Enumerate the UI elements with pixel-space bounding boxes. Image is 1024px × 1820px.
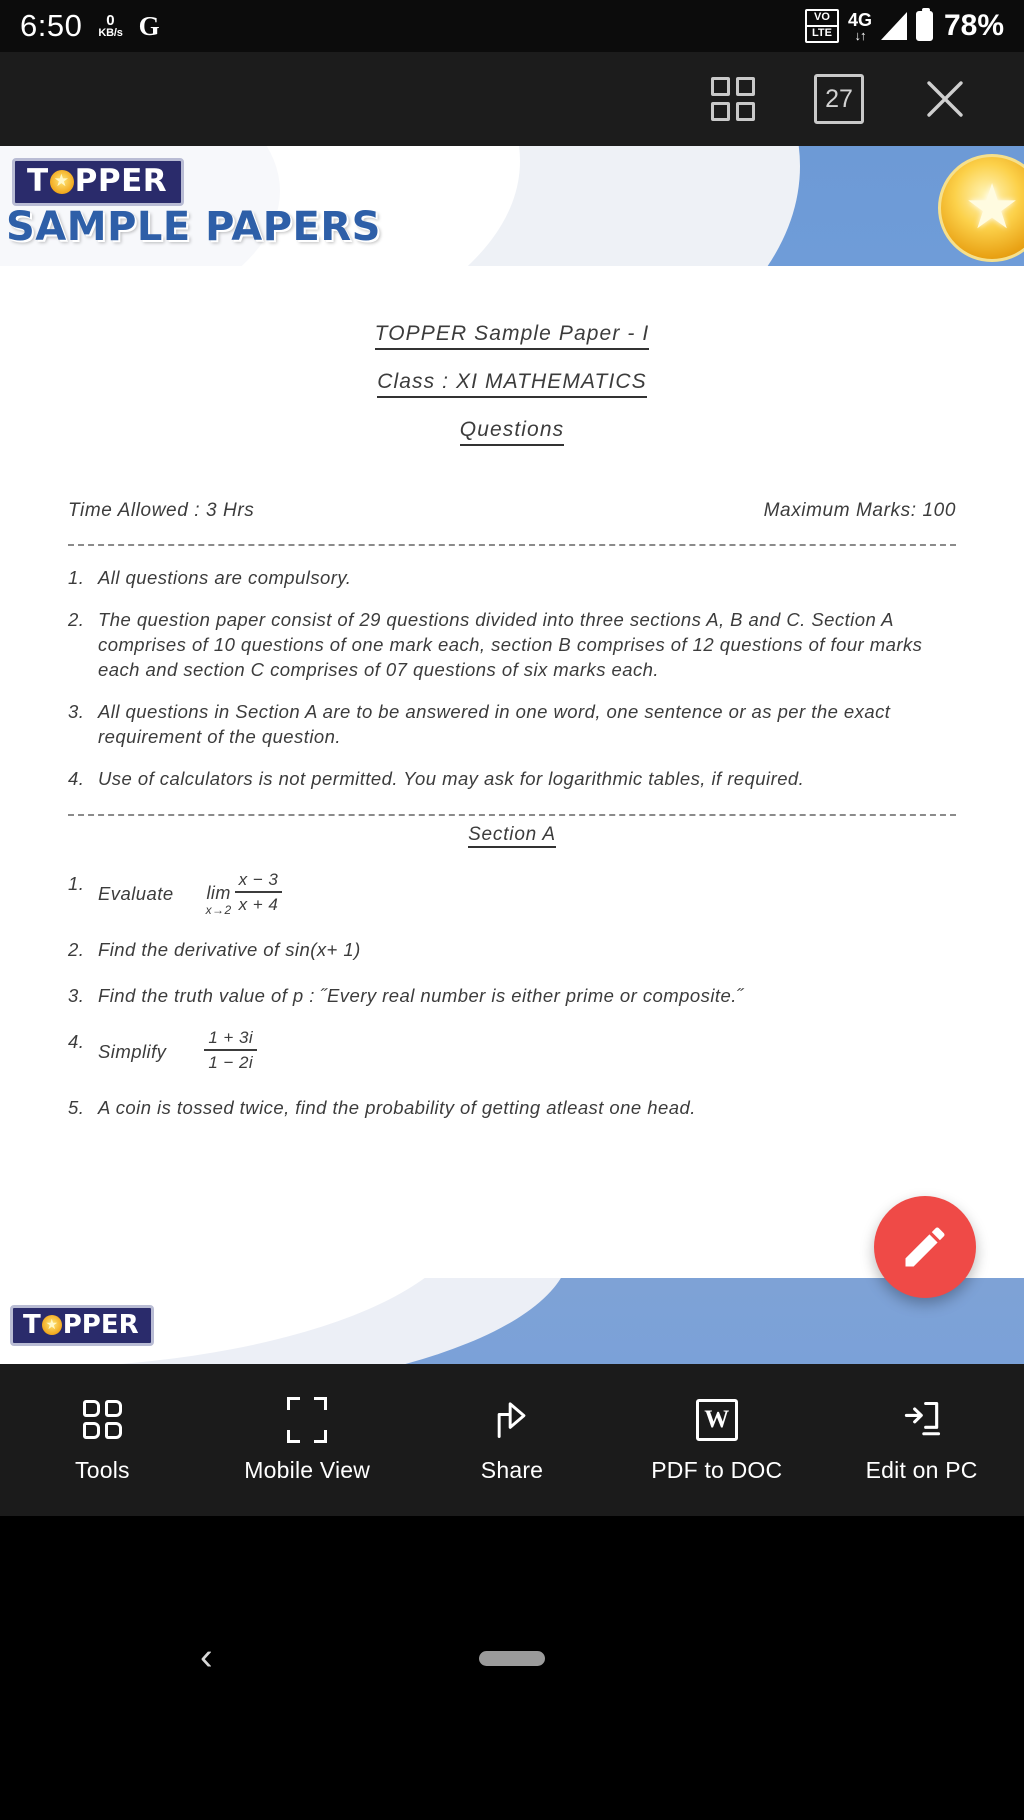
battery-percent-label: 78% (943, 9, 1004, 42)
document-body (0, 322, 1024, 1120)
paper-class-row (40, 370, 984, 398)
grid-cell (736, 77, 755, 96)
limit-expression (205, 869, 283, 917)
mobile-data-icon (848, 11, 872, 42)
close-icon[interactable] (918, 72, 972, 126)
paper-subtitle-row (40, 418, 984, 446)
signal-strength-icon (881, 12, 907, 40)
list-item (68, 566, 956, 591)
question-number: 1. (68, 872, 85, 894)
fraction-denominator: x + 4 (238, 894, 279, 914)
limit-operator (206, 884, 232, 916)
section-title: Section A (468, 824, 556, 848)
tools-button[interactable] (0, 1397, 205, 1484)
question-body (98, 1027, 257, 1074)
time-allowed: Time Allowed : 3 Hrs (68, 500, 255, 521)
word-doc-icon (696, 1397, 738, 1443)
fraction (204, 1028, 257, 1072)
instruction-text: All questions are compulsory. (98, 567, 352, 588)
list-item (68, 700, 956, 750)
question-body (98, 869, 282, 917)
question-number: 2. (68, 938, 85, 960)
corner-mark (287, 1430, 300, 1443)
share-icon (490, 1397, 534, 1443)
instruction-number: 1. (68, 567, 85, 588)
question-number: 3. (68, 984, 85, 1006)
google-assistant-icon: G (138, 10, 160, 41)
pdf-page[interactable] (0, 146, 1024, 1364)
pdf-to-doc-button[interactable] (614, 1397, 819, 1484)
tools-cell (83, 1400, 100, 1417)
tools-cell (105, 1422, 122, 1439)
instruction-number: 4. (68, 767, 85, 789)
data-transfer-arrows-icon: ↓↑ (854, 27, 866, 43)
home-pill-icon[interactable] (479, 1651, 545, 1666)
gold-star-medal-icon (938, 154, 1024, 262)
instructions-list (68, 566, 956, 792)
fraction-bar (235, 891, 283, 893)
volte-bottom-label: LTE (811, 27, 832, 39)
grid-view-icon[interactable] (706, 72, 760, 126)
question-text: A coin is tossed twice, find the probability of getting atleast one head. (98, 1097, 696, 1118)
paper-title: TOPPER Sample Paper - I (375, 322, 650, 350)
paper-class: Class : XI MATHEMATICS (377, 370, 647, 398)
instruction-text: All questions in Section A are to be answered in one word, one sentence or as per the exact requirement of the question. (98, 700, 891, 747)
fraction-numerator: 1 + 3i (208, 1027, 254, 1047)
fraction-numerator: x − 3 (238, 869, 279, 889)
network-type-label: 4G (847, 9, 872, 30)
question-body (98, 1096, 696, 1120)
document-header-banner (0, 146, 1024, 266)
question-text: Find the truth value of p : ˝Every real number is either prime or composite.˝ (98, 984, 744, 1006)
list-item (68, 869, 956, 917)
footer-logo-post: PPER (62, 1310, 139, 1340)
list-item (68, 938, 956, 962)
question-number: 4. (68, 1030, 85, 1052)
grid-view-glyph (711, 77, 755, 121)
fraction (235, 870, 283, 914)
pencil-edit-fab[interactable] (874, 1196, 976, 1298)
status-clock: 6:50 (20, 8, 83, 43)
list-item (68, 984, 956, 1008)
back-icon[interactable]: ‹ (200, 1636, 213, 1678)
mobile-view-label: Mobile View (244, 1456, 371, 1483)
mobile-view-glyph (287, 1397, 327, 1443)
app-toolbar (0, 52, 1024, 146)
section-title-row (40, 824, 984, 846)
topper-logo-post: PPER (74, 163, 168, 199)
paper-subtitle: Questions (460, 418, 564, 446)
volte-top-label: VO (813, 11, 830, 24)
volte-icon (805, 9, 839, 43)
network-speed-unit: KB/s (98, 27, 123, 39)
tools-glyph (83, 1400, 122, 1439)
instruction-number: 2. (68, 608, 85, 630)
grid-cell (711, 102, 730, 121)
topper-logo (12, 158, 184, 206)
nav-inner (0, 1516, 1024, 1820)
list-item (68, 608, 956, 683)
fraction-denominator: 1 − 2i (208, 1052, 254, 1072)
pdf-to-doc-label: PDF to DOC (651, 1456, 783, 1483)
limit-subscript: x→2 (205, 902, 232, 917)
tools-icon (83, 1397, 122, 1443)
question-text: Find the derivative of sin(x+ 1) (98, 938, 361, 960)
grid-cell (736, 102, 755, 121)
status-bar-right (805, 9, 1004, 43)
star-icon (42, 1315, 62, 1335)
status-bar (0, 0, 1024, 52)
divider-top (68, 544, 956, 546)
question-body (98, 938, 361, 962)
topper-logo-pre: T (27, 163, 49, 199)
question-body (98, 984, 743, 1008)
tools-label: Tools (75, 1456, 130, 1483)
footer-topper-logo (10, 1305, 154, 1346)
corner-mark (314, 1430, 327, 1443)
corner-mark (287, 1397, 300, 1410)
bottom-action-bar (0, 1364, 1024, 1516)
edit-on-pc-icon (900, 1397, 944, 1443)
pencil-edit-icon (899, 1221, 951, 1273)
footer-logo-pre: T (23, 1310, 41, 1340)
share-label: Share (480, 1456, 544, 1483)
maximum-marks: Maximum Marks: 100 (763, 500, 956, 521)
network-speed-indicator (98, 13, 122, 39)
question-number: 5. (68, 1097, 85, 1118)
instruction-text: The question paper consist of 29 questions divided into three sections A, B and C. Section A comprises of 10 questions of one mark each, section B comprises of 12 questions of four marks each and section C comprises of 07 questions of six marks each. (98, 608, 923, 680)
exam-meta (40, 500, 984, 522)
word-doc-glyph: W (696, 1399, 738, 1441)
list-item (68, 1096, 956, 1120)
mobile-view-icon (287, 1397, 327, 1443)
edit-on-pc-button[interactable] (819, 1397, 1024, 1484)
list-item (68, 1027, 956, 1074)
limit-label: lim (206, 882, 231, 903)
instruction-number: 3. (68, 700, 85, 722)
status-bar-left (20, 8, 160, 44)
page-count-button[interactable] (812, 72, 866, 126)
question-text: Evaluate (98, 882, 174, 904)
network-speed-value: 0 (106, 12, 115, 29)
questions-list (68, 869, 956, 1120)
star-icon (50, 170, 74, 194)
corner-mark (314, 1397, 327, 1410)
grid-cell (711, 77, 730, 96)
banner-subtitle: SAMPLE PAPERS (6, 204, 381, 250)
tools-cell (83, 1422, 100, 1439)
paper-title-row (40, 322, 984, 350)
divider-bottom (68, 814, 956, 816)
fraction-bar (204, 1049, 257, 1051)
page-count-label: 27 (814, 74, 864, 124)
edit-on-pc-label: Edit on PC (865, 1456, 978, 1483)
list-item (68, 767, 956, 792)
battery-icon (916, 11, 933, 41)
system-nav-bar (0, 1516, 1024, 1820)
instruction-text: Use of calculators is not permitted. You may ask for logarithmic tables, if required. (98, 767, 805, 789)
question-text: Simplify (98, 1040, 167, 1062)
mobile-view-button[interactable] (205, 1397, 410, 1484)
tools-cell (105, 1400, 122, 1417)
share-button[interactable] (410, 1397, 615, 1484)
